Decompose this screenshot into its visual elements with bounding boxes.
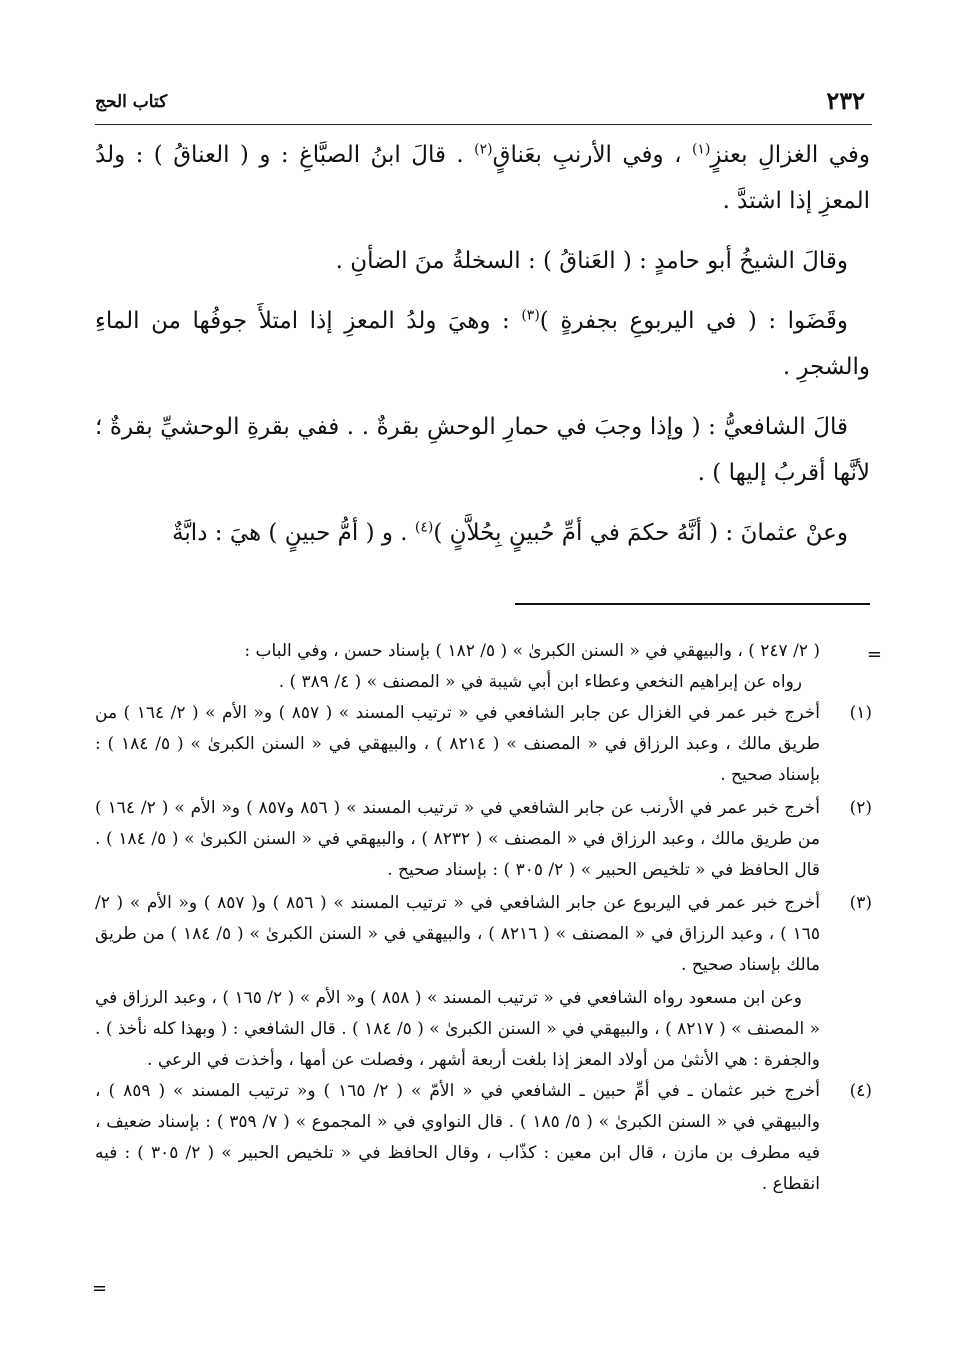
paragraph-text: قالَ الشافعيُّ : ( وإذا وجبَ في حمارِ الوحشِ بقرةٌ . . ففي بقرةِ الوحشيِّ بقرةٌ ؛ لأنَّها أقربُ إليها ) . (95, 414, 870, 486)
paragraph (95, 510, 870, 556)
paragraph-text: . قالَ ابنُ الصبَّاغِ : و ( العناقُ ) : ولدُ المعزِ إذا اشتدَّ . (95, 142, 870, 214)
footnote (95, 698, 872, 791)
paragraph-text: وعنْ عثمانَ : ( أنَّهُ حكمَ في أمِّ حُبينٍ بِحُلاَّنٍ ) (433, 520, 848, 546)
paragraph-text: ، وفي الأرنبِ بعَناقٍ (492, 142, 692, 168)
main-text (95, 132, 870, 556)
paragraph-text: . و ( أمُّ حبينٍ ) هيَ : دابَّةٌ (172, 520, 415, 546)
paragraph (95, 298, 870, 390)
footnote-carryover-line: رواه عن إبراهيم النخعي وعطاء ابن أبي شيبة في « المصنف » ( ٤/ ٣٨٩ ) . (278, 672, 802, 692)
footnote (95, 793, 872, 886)
paragraph-text: وقَضَوا : ( في اليربوعِ بجفرةٍ ) (539, 308, 848, 334)
footnote-continuation: وعن ابن مسعود رواه الشافعي في « ترتيب المسند » ( ٨٥٨ ) و« الأم » ( ٢/ ١٦٥ ) ، وعبد الرزاق في « المصنف » ( ٨٢١٧ ) ، والبيهقي في « السنن الكبرىٰ » ( ٥/ ١٨٤ ) . قال الشافعي : ( وبهذا كله نأخذ ) . والجفرة : هي الأنثىٰ من أولاد المعز إذا بلغت أربعة أشهر ، وفصلت عن أمها ، وأخذت في الرعي . (95, 988, 820, 1070)
paragraph (95, 238, 870, 284)
footnote-number: (٣) (849, 893, 872, 913)
paragraph-text: : وهيَ ولدُ المعزِ إذا امتلأَ جوفُها من الماءِ والشجرِ . (95, 308, 870, 380)
footnote-ref[interactable]: (٤) (414, 519, 434, 536)
footnote-ref[interactable]: (١) (691, 141, 711, 158)
header-rule (95, 124, 872, 125)
paragraph (95, 404, 870, 496)
paragraph-text: وقالَ الشيخُ أبو حامدٍ : ( العَناقُ ) : السخلةُ منَ الضأنِ . (335, 248, 848, 274)
footnote-text: أخرج خبر عمر في الغزال عن جابر الشافعي في « ترتيب المسند » ( ٨٥٧ ) و« الأم » ( ٢/ ١٦٤ ) من طريق مالك ، وعبد الرزاق في « المصنف » ( ٨٢١٤ ) ، والبيهقي في « السنن الكبرىٰ » ( ٥/ ١٨٤ ) : بإسناد صحيح . (95, 703, 821, 785)
footnote-carryover-line: ( ٢/ ٢٤٧ ) ، والبيهقي في « السنن الكبرىٰ » ( ٥/ ١٨٢ ) بإسناد حسن ، وفي الباب : (244, 641, 820, 661)
footnote-number: (٢) (849, 798, 872, 818)
footnotes (95, 636, 872, 1202)
footnote-text: أخرج خبر عمر في اليربوع عن جابر الشافعي في « ترتيب المسند » ( ٨٥٦ ) و( ٨٥٧ ) و« الأم » ( ٢/ ١٦٥ ) ، وعبد الرزاق في « المصنف » ( ٨٢١٦ ) ، والبيهقي في « السنن الكبرىٰ » ( ٥/ ١٨٤ ) من طريق مالك بإسناد صحيح . (95, 893, 821, 975)
paragraph (95, 132, 870, 224)
page-number: ٢٣٢ (826, 86, 865, 115)
footnote-number: (٤) (849, 1081, 872, 1101)
footnote-text: أخرج خبر عثمان ـ في أمِّ حبين ـ الشافعي في « الأمّ » ( ٢/ ١٦٥ ) و« ترتيب المسند » ( ٨٥٩ ) ، والبيهقي في « السنن الكبرىٰ » ( ٥/ ١٨٥ ) . قال النواوي في « المجموع » ( ٧/ ٣٥٩ ) : بإسناد ضعيف ، فيه مطرف بن مازن ، قال ابن معين : كذّاب ، وقال الحافظ في « تلخيص الحبير » ( ٢/ ٣٠٥ ) : فيه انقطاع . (95, 1081, 820, 1194)
footnote-ref[interactable]: (٢) (474, 141, 493, 158)
footnote-separator (515, 603, 870, 605)
footnote-text: أخرج خبر عمر في الأرنب عن جابر الشافعي في « ترتيب المسند » ( ٨٥٦ و٨٥٧ ) و« الأم » ( ٢/ ١٦٤ ) من طريق مالك ، وعبد الرزاق في « المصنف » ( ٨٢٣٢ ) ، والبيهقي في « السنن الكبرىٰ » ( ٥/ ١٨٤ ) . قال الحافظ في « تلخيص الحبير » ( ٢/ ٣٠٥ ) : بإسناد صحيح . (95, 798, 820, 880)
running-title: كتاب الحج (95, 92, 168, 112)
running-header (95, 86, 865, 120)
footnote (95, 1076, 872, 1200)
continuation-mark-top: = (866, 644, 882, 665)
footnote (95, 888, 872, 981)
footnote-ref[interactable]: (٣) (521, 307, 540, 324)
continuation-mark-bottom: = (92, 1278, 108, 1299)
footnote-number: (١) (849, 703, 872, 723)
paragraph-text: وفي الغزالِ بعنزٍ (710, 142, 870, 168)
